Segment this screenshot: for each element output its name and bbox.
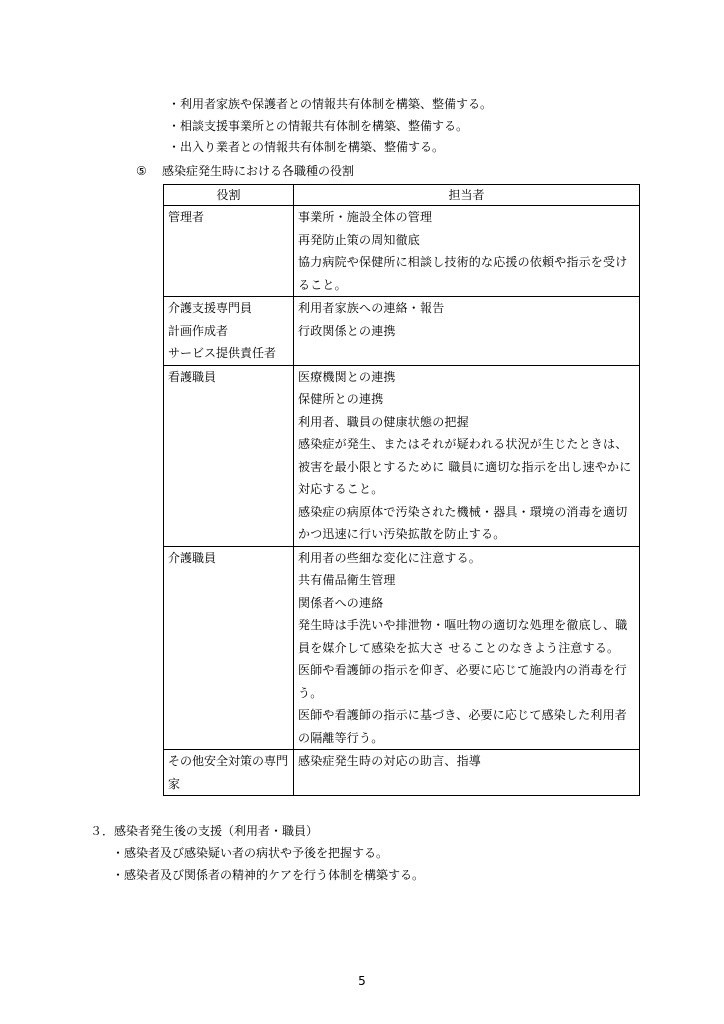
duty-item: 発生時は手洗いや排泄物・嘔吐物の適切な処理を徹底し、職員を媒介して感染を拡大さ せることのなきよう注意する。 bbox=[298, 618, 628, 655]
duties-cell bbox=[294, 750, 640, 796]
page-number: 5 bbox=[358, 974, 366, 988]
duty-item: 保健所との連携 bbox=[298, 392, 384, 406]
bullet-item: ・感染者及び感染疑い者の病状や予後を把握する。 bbox=[112, 846, 389, 860]
role-cell: 介護職員 bbox=[164, 546, 294, 750]
table-row bbox=[164, 297, 640, 366]
section-title: 感染症発生時における各職種の役割 bbox=[162, 164, 355, 178]
role-cell: 介護支援専門員 計画作成者 サービス提供責任者 bbox=[164, 297, 294, 366]
role-cell: 看護職員 bbox=[164, 365, 294, 546]
section-3 bbox=[90, 820, 424, 886]
section-3-heading: ３．感染者発生後の支援（利用者・職員） bbox=[90, 824, 319, 838]
table-header-row bbox=[164, 185, 640, 206]
duty-item: 感染症が発生、またはそれが疑われる状況が生じたときは、被害を最小限とするために 職員に適切な指示を出し速やかに対応すること。 bbox=[298, 437, 632, 496]
duty-item: 協力病院や保健所に相談し技術的な応援の依頼や指示を受けること。 bbox=[298, 255, 628, 292]
duty-item: 利用者の些細な変化に注意する。 bbox=[298, 550, 482, 565]
table-row bbox=[164, 546, 640, 750]
duties-cell bbox=[294, 297, 640, 366]
section-number: ⑤ bbox=[136, 164, 147, 178]
bullet-item: ・出入り業者との情報共有体制を構築、整備する。 bbox=[168, 140, 445, 154]
role-cell: 管理者 bbox=[164, 206, 294, 297]
top-bullet-list bbox=[168, 94, 492, 159]
duty-item: 感染症の病原体で汚染された機械・器具・環境の消毒を適切かつ迅速に行い汚染拡散を防止する。 bbox=[298, 504, 628, 541]
duty-item: 感染症発生時の対応の助言、指導 bbox=[298, 754, 482, 768]
bullet-item: ・相談支援事業所との情報共有体制を構築、整備する。 bbox=[168, 118, 469, 133]
duty-item: 行政関係との連携 bbox=[298, 323, 396, 338]
roles-table bbox=[163, 184, 640, 796]
duty-item: 事業所・施設全体の管理 bbox=[298, 210, 433, 224]
header-person: 担当者 bbox=[294, 185, 640, 206]
table-row bbox=[164, 365, 640, 546]
duty-item: 医師や看護師の指示を仰ぎ、必要に応じて施設内の消毒を行う。 bbox=[298, 663, 627, 700]
section-heading bbox=[136, 160, 354, 182]
duty-item: 利用者、職員の健康状態の把握 bbox=[298, 414, 469, 429]
role-cell: その他安全対策の専門家 bbox=[164, 750, 294, 796]
header-role: 役割 bbox=[164, 185, 294, 206]
table-row bbox=[164, 750, 640, 796]
duty-item: 医療機関との連携 bbox=[298, 369, 396, 384]
duty-item: 医師や看護師の指示に基づき、必要に応じて感染した利用者の隔離等行う。 bbox=[298, 708, 627, 745]
bullet-item: ・利用者家族や保護者との情報共有体制を構築、整備する。 bbox=[168, 97, 493, 111]
table-row bbox=[164, 206, 640, 297]
bullet-item: ・感染者及び関係者の精神的ケアを行う体制を構築する。 bbox=[112, 868, 425, 882]
duty-item: 再発防止策の周知徹底 bbox=[298, 232, 421, 247]
duty-item: 利用者家族への連絡・報告 bbox=[298, 301, 445, 315]
duties-cell bbox=[294, 206, 640, 297]
duties-cell bbox=[294, 365, 640, 546]
duty-item: 共有備品衛生管理 bbox=[298, 573, 396, 587]
duties-cell bbox=[294, 546, 640, 750]
duty-item: 関係者への連絡 bbox=[298, 595, 384, 610]
